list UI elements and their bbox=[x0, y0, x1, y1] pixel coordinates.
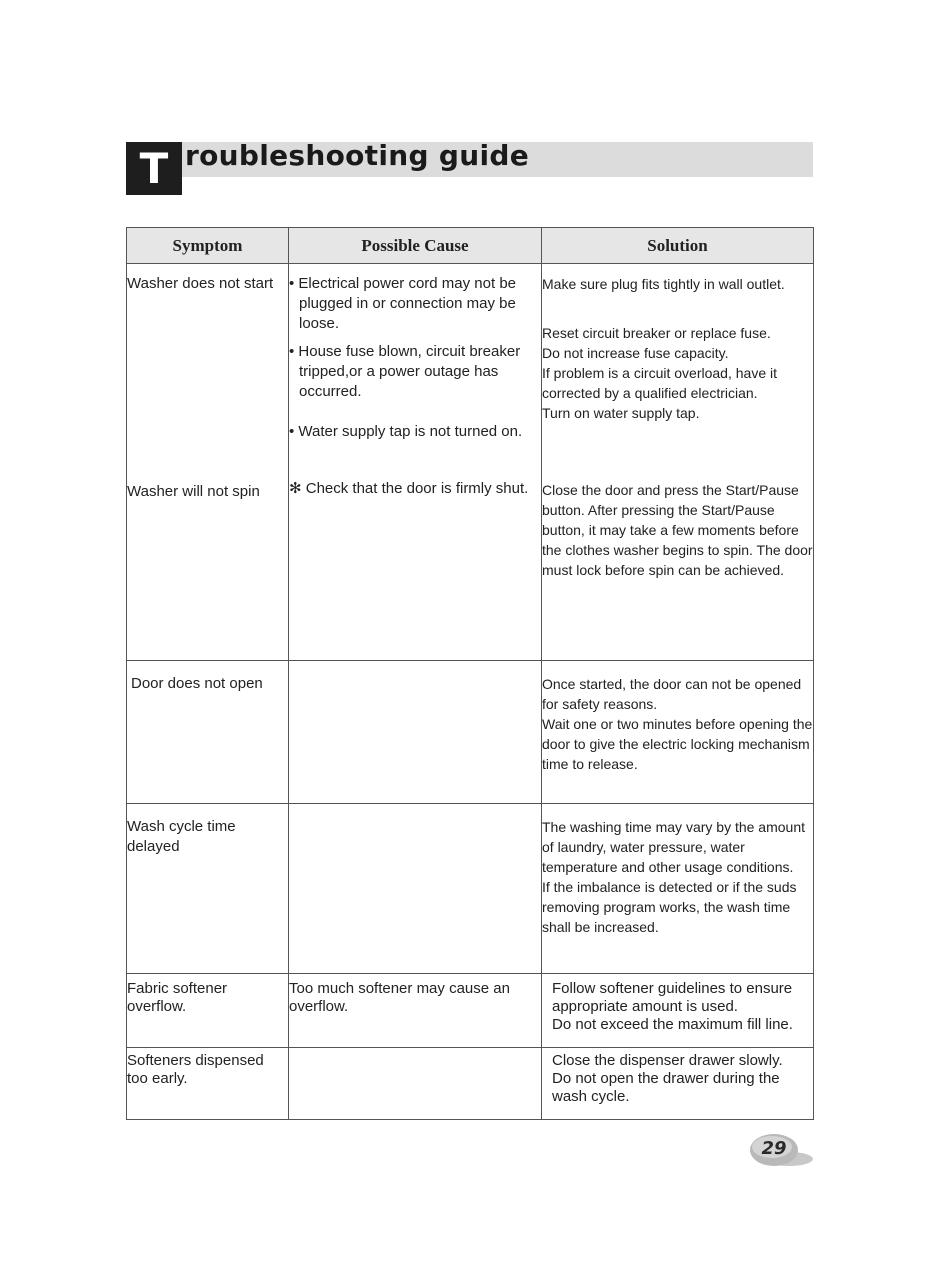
solution-cell bbox=[542, 974, 814, 1048]
solution-cell bbox=[542, 661, 814, 804]
solution-text: Make sure plug fits tightly in wall outlet. bbox=[542, 276, 785, 292]
solution-text: Once started, the door can not be opened for safety reasons. bbox=[542, 676, 802, 712]
solution-text: Close the door and press the Start/Pause button. After pressing the Start/Pause button, it may take a few moments before the clothes washer begins to spin. The door must lock before spin can be achieved. bbox=[542, 482, 813, 578]
table-row bbox=[127, 264, 814, 661]
page-title: roubleshooting guide bbox=[185, 139, 529, 172]
header-symptom: Symptom bbox=[127, 228, 289, 264]
solution-cell bbox=[542, 804, 814, 974]
symptom-cell bbox=[127, 1048, 289, 1120]
solution-text: If problem is a circuit overload, have it corrected by a qualified electrician. bbox=[542, 365, 777, 401]
solution-cell bbox=[542, 264, 814, 661]
solution-text: Do not exceed the maximum fill line. bbox=[552, 1016, 793, 1033]
header-possible-cause: Possible Cause bbox=[289, 228, 542, 264]
symptom-cell bbox=[127, 804, 289, 974]
symptom-cell bbox=[127, 264, 289, 661]
solution-text: Wait one or two minutes before opening the door to give the electric locking mechanism time to release. bbox=[542, 716, 813, 772]
cause-cell bbox=[289, 974, 542, 1048]
solution-text: Close the dispenser drawer slowly. bbox=[552, 1052, 783, 1069]
solution-text: Turn on water supply tap. bbox=[542, 405, 700, 421]
symptom-cell bbox=[127, 661, 289, 804]
cause-cell bbox=[289, 661, 542, 804]
symptom-text: Door does not open bbox=[131, 675, 263, 692]
title-initial: T bbox=[126, 142, 182, 195]
symptom-text: Washer does not start bbox=[127, 275, 274, 292]
cause-text: Too much softener may cause an overflow. bbox=[289, 980, 510, 1015]
solution-text: If the imbalance is detected or if the suds removing program works, the wash time shall be increased. bbox=[542, 879, 797, 935]
symptom-text: Wash cycle time delayed bbox=[127, 818, 236, 855]
symptom-text: Softeners dispensed too early. bbox=[127, 1052, 264, 1087]
solution-text: Do not increase fuse capacity. bbox=[542, 345, 729, 361]
solution-cell bbox=[542, 1048, 814, 1120]
cause-text: ✻ Check that the door is firmly shut. bbox=[289, 480, 529, 497]
cause-cell bbox=[289, 804, 542, 974]
cause-text: • Water supply tap is not turned on. bbox=[289, 423, 523, 440]
solution-text: Follow softener guidelines to ensure appropriate amount is used. bbox=[552, 980, 793, 1015]
table-row bbox=[127, 974, 814, 1048]
table-row bbox=[127, 661, 814, 804]
symptom-cell bbox=[127, 974, 289, 1048]
solution-text: Do not open the drawer during the wash cycle. bbox=[552, 1070, 780, 1105]
table-row bbox=[127, 804, 814, 974]
solution-text: Reset circuit breaker or replace fuse. bbox=[542, 325, 771, 341]
table-row bbox=[127, 1048, 814, 1120]
solution-text: The washing time may vary by the amount of laundry, water pressure, water temperature and other usage conditions. bbox=[542, 819, 806, 875]
troubleshooting-table bbox=[126, 227, 814, 1120]
cause-cell bbox=[289, 264, 542, 661]
symptom-text: Fabric softener overflow. bbox=[127, 980, 228, 1015]
cause-text: • House fuse blown, circuit breaker tripped,or a power outage has occurred. bbox=[289, 343, 521, 400]
table-header-row bbox=[127, 228, 814, 264]
header-solution: Solution bbox=[542, 228, 814, 264]
symptom-text: Washer will not spin bbox=[127, 483, 260, 500]
page-number: 29 bbox=[761, 1138, 787, 1159]
cause-text: • Electrical power cord may not be plugged in or connection may be loose. bbox=[289, 275, 517, 332]
cause-cell bbox=[289, 1048, 542, 1120]
